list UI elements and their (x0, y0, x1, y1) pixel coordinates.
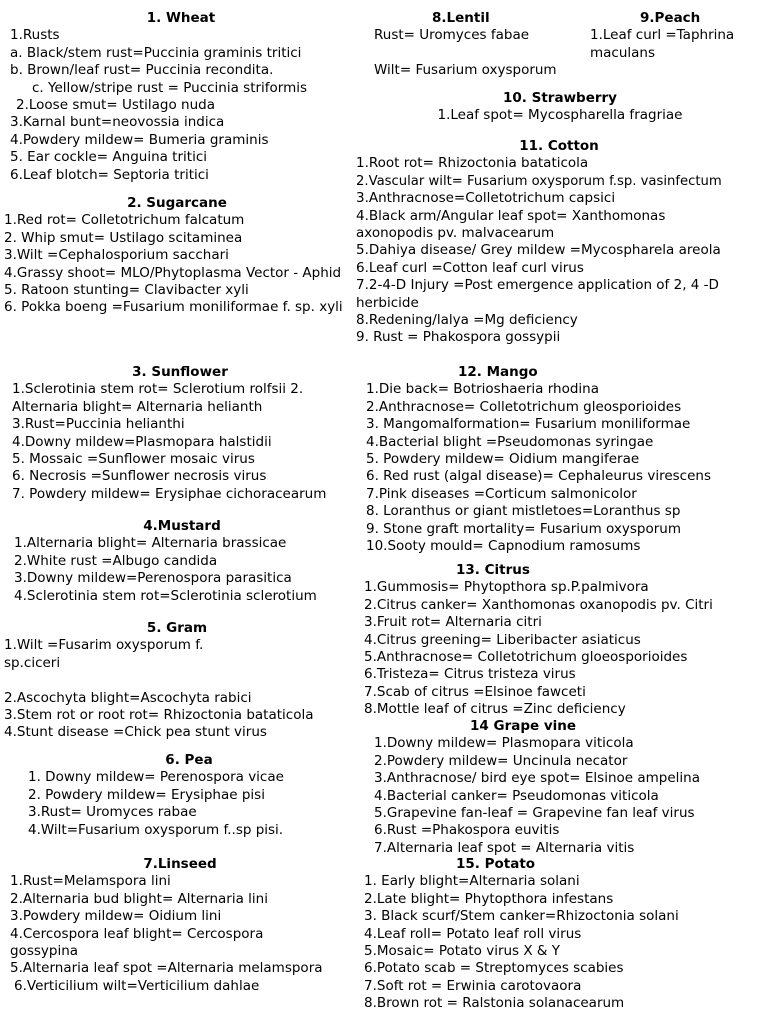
list-item: 5. Powdery mildew= Oidium mangiferae (366, 451, 640, 468)
list-item: 7.Pink diseases =Corticum salmonicolor (366, 485, 637, 502)
section-title: 9.Peach (640, 10, 701, 26)
list-item: 5. Mossaic =Sunflower mosaic virus (12, 451, 255, 468)
list-item: 3.Karnal bunt=neovossia indica (10, 114, 225, 131)
list-item: 6. Necrosis =Sunflower necrosis virus (12, 468, 267, 485)
list-item: 2.Powdery mildew= Uncinula necator (374, 752, 628, 769)
section-title: 14 Grape vine (470, 718, 577, 734)
section-title: 10. Strawberry (503, 90, 617, 106)
section-linseed (10, 856, 350, 995)
list-item: a. Black/stem rust=Puccinia graminis tritici (10, 44, 302, 61)
section-grapevine (374, 718, 762, 857)
list-item: 5.Dahiya disease/ Grey mildew =Mycospharela areola (356, 242, 721, 259)
list-item: 3. Black scurf/Stem canker=Rhizoctonia solani (364, 908, 679, 925)
list-item: 4.Sclerotinia stem rot=Sclerotinia sclerotium (14, 587, 317, 604)
list-item: 3.Downy mildew=Perenospora parasitica (14, 570, 292, 587)
list-item: 3.Rust=Puccinia helianthi (12, 416, 185, 433)
list-item: 6.Leaf blotch= Septoria tritici (10, 166, 209, 183)
section-potato (364, 856, 762, 1013)
list-item: 1.Red rot= Colletotrichum falcatum (4, 212, 245, 229)
list-item: Wilt= Fusarium oxysporum (374, 62, 557, 79)
list-item: 1.Die back= Botrioshaeria rhodina (366, 381, 599, 398)
list-item: 6.Tristeza= Citrus tristeza virus (364, 666, 576, 683)
section-title: 12. Mango (458, 364, 538, 380)
list-item: 2.Alternaria bud blight= Alternaria lini (10, 890, 268, 907)
list-item: 1.Sclerotinia stem rot= Sclerotium rolfsii 2. Alternaria blight= Alternaria helianth (12, 381, 304, 415)
list-item: 4.Grassy shoot= MLO/Phytoplasma Vector - Aphid (4, 264, 342, 281)
list-item: 4.Cercospora leaf blight= Cercospora gossypina (10, 925, 264, 960)
section-lentil (374, 10, 574, 80)
list-item: 6.Verticilium wilt=Verticilium dahlae (14, 977, 260, 994)
section-cotton (356, 138, 762, 347)
list-item: 5.Alternaria leaf spot =Alternaria melamspora (10, 960, 323, 977)
list-item: 1.Root rot= Rhizoctonia bataticola (356, 155, 589, 172)
list-item: 6. Red rust (algal disease)= Cephaleurus virescens (366, 468, 711, 485)
list-item: 3.Rust= Uromyces rabae (28, 804, 197, 821)
section-title: 4.Mustard (143, 518, 221, 534)
list-item: 2.Vascular wilt= Fusarium oxysporum f.sp. vasinfectum (356, 173, 722, 189)
section-sugarcane (4, 195, 350, 317)
section-title: 3. Sunflower (132, 364, 228, 380)
list-item: 3.Stem rot or root rot= Rhizoctonia bataticola (4, 707, 314, 724)
section-title: 11. Cotton (519, 138, 599, 154)
list-item: 1. Early blight=Alternaria solani (364, 873, 580, 890)
list-item: 2.Anthracnose= Colletotrichum gleosporioides (366, 398, 682, 415)
list-item: 9. Rust = Phakospora gossypii (356, 329, 561, 346)
list-item: 1.Downy mildew= Plasmopara viticola (374, 735, 634, 752)
list-item: 4.Stunt disease =Chick pea stunt virus (4, 724, 267, 741)
list-item: 1.Leaf curl =Taphrina maculans (590, 27, 735, 61)
list-item: 1.Leaf spot= Mycospharella fragriae (437, 107, 683, 124)
list-item: 4.Downy mildew=Plasmopara halstidii (12, 433, 272, 450)
section-wheat (8, 10, 354, 184)
list-item: 2. Powdery mildew= Erysiphae pisi (28, 786, 265, 803)
list-item: 8.Mottle leaf of citrus =Zinc deficiency (364, 701, 626, 718)
list-item: 4.Powdery mildew= Bumeria graminis (10, 131, 269, 148)
list-item: 3. Mangomalformation= Fusarium moniliformae (366, 416, 691, 433)
list-item: 4.Wilt=Fusarium oxysporum f..sp pisi. (28, 821, 284, 838)
list-item: 1.Wilt =Fusarim oxysporum f. sp.ciceri (4, 637, 204, 671)
list-item: 5.Grapevine fan-leaf = Grapevine fan leaf virus (374, 805, 695, 822)
section-mango (366, 364, 762, 555)
list-item: 2.Ascochyta blight=Ascochyta rabici (4, 689, 252, 706)
section-sunflower (12, 364, 348, 503)
list-item: 10.Sooty mould= Capnodium ramosums (366, 538, 641, 555)
section-pea (28, 752, 350, 839)
list-item: 6. Pokka boeng =Fusarium moniliformae f. sp. xyli (4, 299, 343, 316)
list-item (374, 45, 574, 62)
list-item: 8.Redening/lalya =Mg deficiency (356, 312, 578, 329)
list-item: 2. Whip smut= Ustilago scitaminea (4, 229, 243, 246)
list-item: 4.Bacterial canker= Pseudomonas viticola (374, 787, 659, 804)
section-title: 2. Sugarcane (127, 195, 227, 211)
list-item: 7.2-4-D Injury =Post emergence application of 2, 4 -D herbicide (356, 277, 719, 311)
list-item: 2.Loose smut= Ustilago nuda (16, 97, 216, 114)
list-item: 3.Anthracnose/ bird eye spot= Elsinoe ampelina (374, 770, 701, 787)
section-title: 6. Pea (165, 752, 213, 768)
list-item: 5. Ear cockle= Anguina tritici (10, 149, 207, 166)
list-item: 3.Wilt =Cephalosporium sacchari (4, 247, 229, 264)
list-item: 5. Ratoon stunting= Clavibacter xyli (4, 282, 249, 299)
list-item: 7. Powdery mildew= Erysiphae cichoracearum (12, 485, 327, 502)
section-strawberry (360, 90, 760, 125)
list-item: 5.Mosaic= Potato virus X & Y (364, 943, 560, 960)
list-item: Rust= Uromyces fabae (374, 27, 530, 44)
list-item: 1.Rust=Melamspora lini (10, 873, 171, 890)
list-item: 8.Brown rot = Ralstonia solanacearum (364, 995, 625, 1012)
section-title: 7.Linseed (143, 856, 217, 872)
list-item: 4.Bacterial blight =Pseudomonas syringae (366, 433, 654, 450)
list-item: 3.Powdery mildew= Oidium lini (10, 908, 222, 925)
section-gram (4, 620, 350, 742)
list-item: 7.Scab of citrus =Elsinoe fawceti (364, 683, 586, 700)
list-item: 1. Downy mildew= Perenospora vicae (28, 769, 284, 786)
list-item: 2.White rust =Albugo candida (14, 552, 218, 569)
section-mustard (14, 518, 350, 605)
list-item: 6.Potato scab = Streptomyces scabies (364, 960, 624, 977)
list-item: 7.Soft rot = Erwinia carotovaora (364, 977, 582, 994)
list-item: b. Brown/leaf rust= Puccinia recondita. (10, 62, 274, 79)
section-title: 1. Wheat (146, 10, 216, 26)
section-peach (590, 10, 762, 62)
list-item: 1.Rusts (10, 27, 60, 44)
section-title: 15. Potato (456, 856, 536, 872)
list-item: c. Yellow/stripe rust = Puccinia striformis (32, 79, 308, 96)
list-item: 6.Leaf curl =Cotton leaf curl virus (356, 259, 584, 276)
section-title: 8.Lentil (432, 10, 490, 26)
list-item: 1.Alternaria blight= Alternaria brassicae (14, 535, 287, 552)
list-item: 4.Citrus greening= Liberibacter asiaticus (364, 631, 641, 648)
list-item: 3.Anthracnose=Colletotrichum capsici (356, 190, 616, 207)
list-item (4, 672, 350, 689)
list-item: 8. Loranthus or giant mistletoes=Loranthus sp (366, 503, 681, 520)
list-item: 7.Alternaria leaf spot = Alternaria vitis (374, 839, 635, 856)
list-item: 3.Fruit rot= Alternaria citri (364, 614, 542, 631)
list-item: 6.Rust =Phakospora euvitis (374, 822, 560, 839)
section-title: 13. Citrus (456, 562, 530, 578)
list-item: 1.Gummosis= Phytopthora sp.P.palmivora (364, 579, 649, 596)
section-title: 5. Gram (146, 620, 208, 636)
list-item: 9. Stone graft mortality= Fusarium oxysporum (366, 520, 681, 537)
list-item: 4.Leaf roll= Potato leaf roll virus (364, 925, 582, 942)
list-item: 5.Anthracnose= Colletotrichum gloeosporioides (364, 649, 688, 666)
list-item: 2.Citrus canker= Xanthomonas oxanopodis pv. Citri (364, 596, 713, 613)
section-citrus (364, 562, 762, 719)
list-item: 2.Late blight= Phytopthora infestans (364, 890, 614, 907)
list-item: 4.Black arm/Angular leaf spot= Xanthomonas axonopodis pv. malvacearum (356, 207, 666, 242)
